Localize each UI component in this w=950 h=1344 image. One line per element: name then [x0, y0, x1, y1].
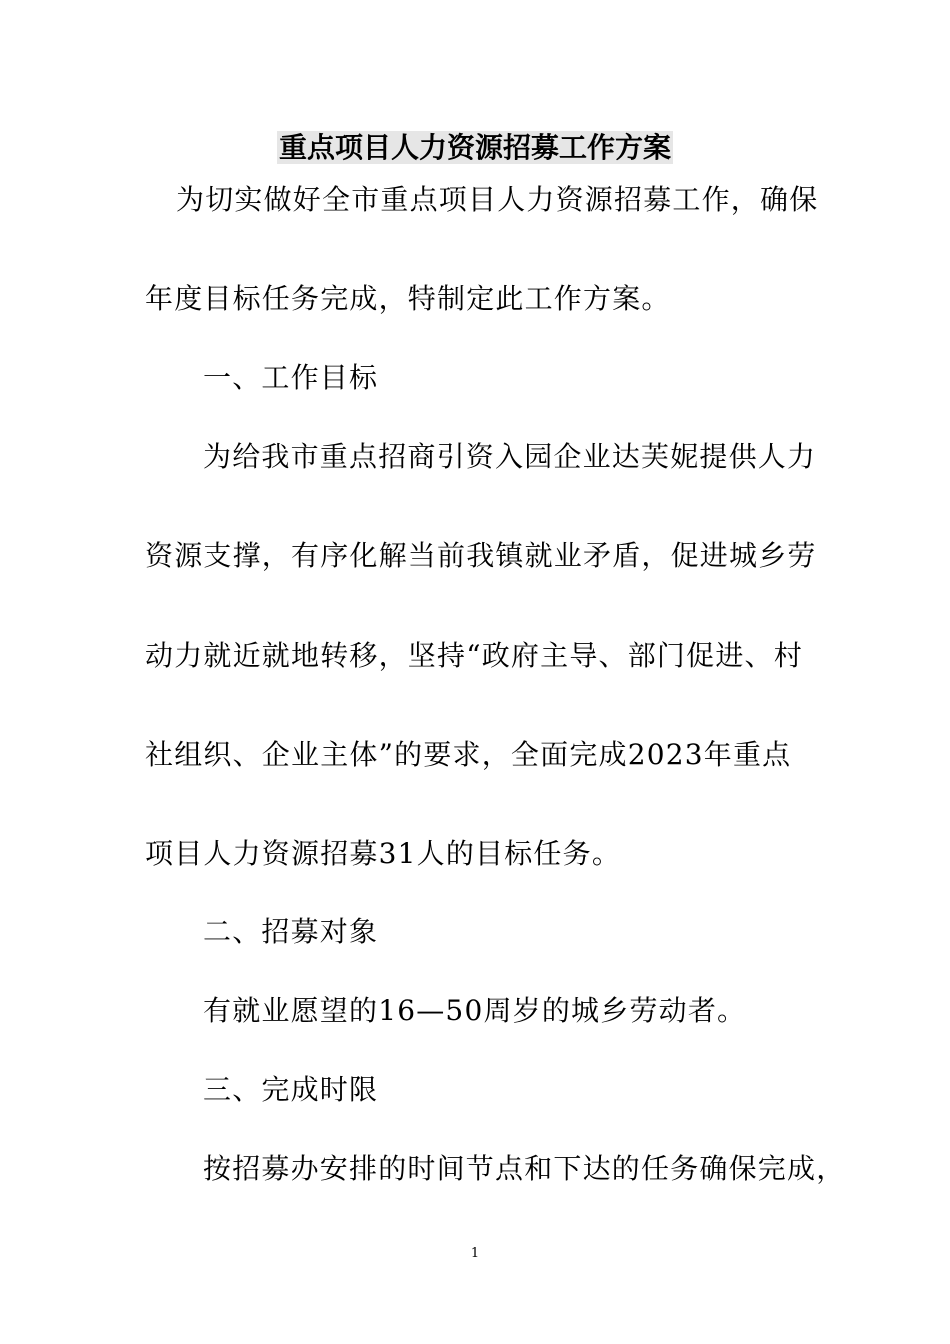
paragraph-line: 社组织、企业主体”的要求，全面完成2023年重点 — [145, 738, 792, 771]
paragraph-line: 年度目标任务完成，特制定此工作方案。 — [145, 282, 671, 315]
page-number: 1 — [470, 1246, 480, 1261]
paragraph-line: 按招募办安排的时间节点和下达的任务确保完成， — [203, 1152, 846, 1185]
section-heading: 一、工作目标 — [203, 361, 379, 394]
section-heading: 三、完成时限 — [203, 1073, 379, 1106]
paragraph-line: 为切实做好全市重点项目人力资源招募工作，确保 — [176, 183, 819, 216]
paragraph-line: 有就业愿望的16—50周岁的城乡劳动者。 — [203, 994, 747, 1027]
section-heading: 二、招募对象 — [203, 915, 379, 948]
document-title-text: 重点项目人力资源招募工作方案 — [278, 131, 671, 164]
document-title — [0, 128, 950, 168]
paragraph-line: 项目人力资源招募31人的目标任务。 — [145, 837, 622, 870]
paragraph-line: 动力就近就地转移，坚持“政府主导、部门促进、村 — [145, 639, 803, 672]
paragraph-line: 为给我市重点招商引资入园企业达芙妮提供人力 — [203, 440, 817, 473]
paragraph-line: 资源支撑，有序化解当前我镇就业矛盾，促进城乡劳 — [145, 539, 817, 572]
